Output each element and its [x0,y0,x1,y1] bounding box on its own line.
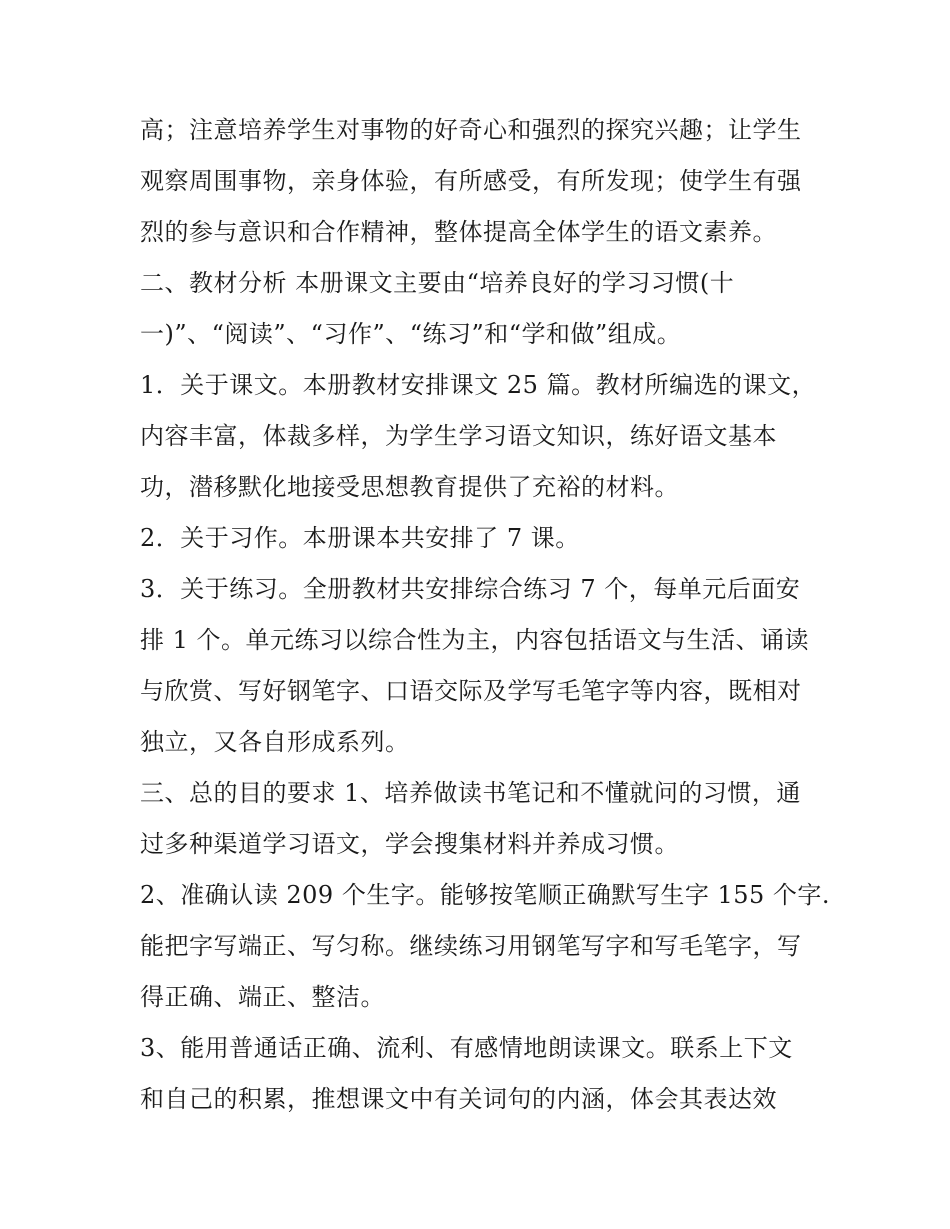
list-item-line: 1．关于课文。本册教材安排课文 25 篇。教材所编选的课文， [140,371,817,399]
text-line: 和自己的积累，推想课文中有关词句的内涵，体会其表达效 [140,1085,777,1113]
text-line: 一)”、“阅读”、“习作”、“练习”和“学和做”组成。 [140,320,682,348]
list-item-line: 3．关于练习。全册教材共安排综合练习 7 个，每单元后面安 [140,575,801,603]
text-line: 得正确、端正、整洁。 [140,983,385,1011]
list-item-line: 2．关于习作。本册课本共安排了 7 课。 [140,524,580,552]
list-item-line: 3、能用普通话正确、流利、有感情地朗读课文。联系上下文 [140,1034,793,1062]
text-line: 内容丰富，体裁多样，为学生学习语文知识，练好语文基本 [140,422,777,450]
text-line: 排 1 个。单元练习以综合性为主，内容包括语文与生活、诵读 [140,626,810,654]
text-line: 功，潜移默化地接受思想教育提供了充裕的材料。 [140,473,679,501]
text-line: 过多种渠道学习语文，学会搜集材料并养成习惯。 [140,830,679,858]
text-line: 能把字写端正、写匀称。继续练习用钢笔写字和写毛笔字，写 [140,932,802,960]
text-line: 高；注意培养学生对事物的好奇心和强烈的探究兴趣；让学生 [140,116,802,144]
text-line: 与欣赏、写好钢笔字、口语交际及学写毛笔字等内容，既相对 [140,677,802,705]
list-item-line: 2、准确认读 209 个生字。能够按笔顺正确默写生字 155 个字. [140,881,831,909]
text-line: 独立，又各自形成系列。 [140,728,410,756]
section-heading-line: 三、总的目的要求 1、培养做读书笔记和不懂就问的习惯，通 [140,779,801,807]
section-heading-line: 二、教材分析 本册课文主要由“培养良好的学习习惯(十 [140,269,735,297]
text-line: 观察周围事物，亲身体验，有所感受，有所发现；使学生有强 [140,167,802,195]
text-line: 烈的参与意识和合作精神，整体提高全体学生的语文素养。 [140,218,777,246]
